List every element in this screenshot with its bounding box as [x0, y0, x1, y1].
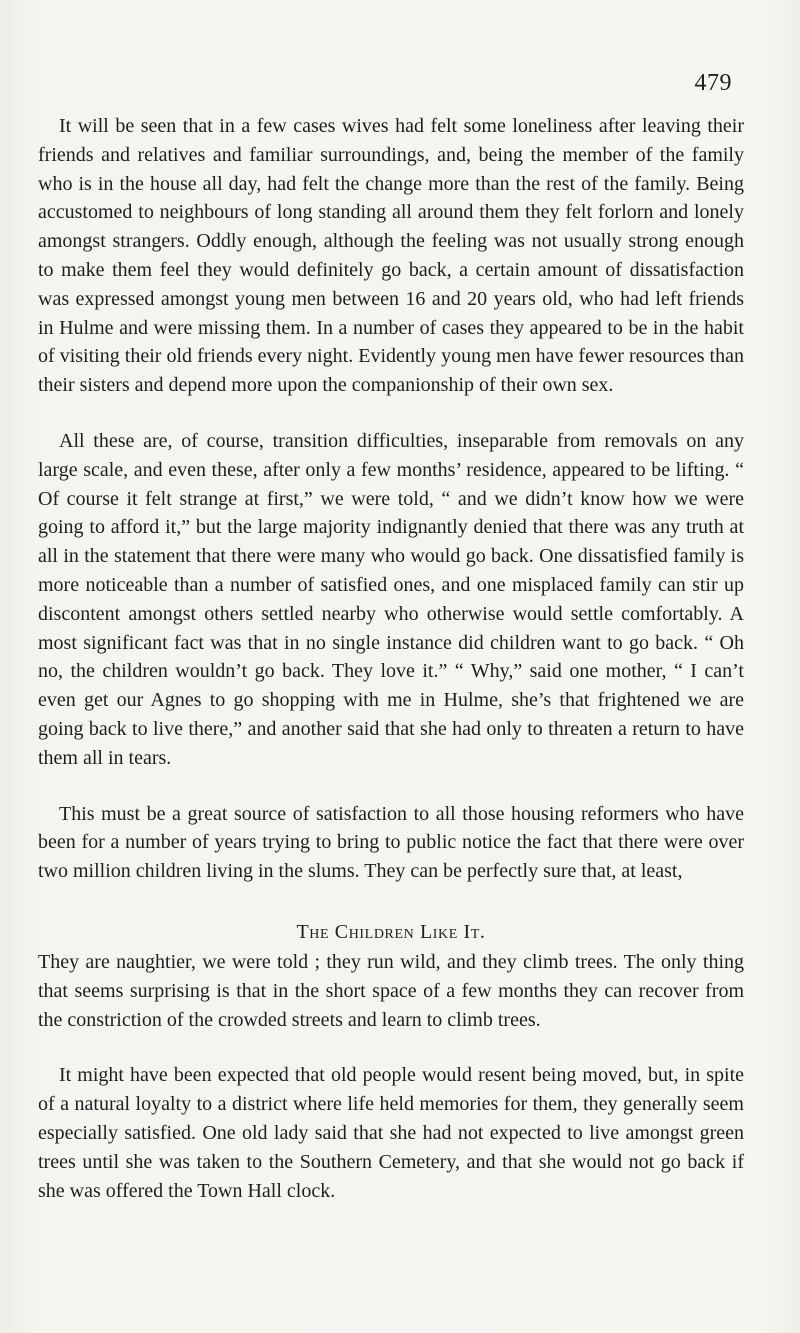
- paragraph-old-people: It might have been expected that old people would resent being moved, but, in spite of a natural loyalty to a district where life held memories for them, they generally seem especially satisfied. One old lady said that she had not expected to live amongst green trees until she was taken to the Southern Cemetery, and that she would not go back if she was offered the Town Hall clock.: [38, 1064, 744, 1202]
- section-heading: The Children Like It.: [296, 920, 486, 943]
- paragraph-housing-reformers: This must be a great source of satisfaction to all those housing reformers who have been for a number of years trying to bring to public notice the fact that there were over two million children living in the slums. They can be perfectly sure that, at least,: [38, 802, 744, 883]
- page-number: 479: [694, 70, 732, 96]
- paragraph-loneliness: It will be seen that in a few cases wives had felt some loneliness after leaving their friends and relatives and familiar surroundings, and, being the member of the family who is in the house all day, had felt the change more than the rest of the family. Being accustomed to neighbours of long standing all around them they felt forlorn and lonely amongst strangers. Oddly enough, although the feeling was not usually strong enough to make them feel they would definitely go back, a certain amount of dissatisfaction was expressed amongst young men between 16 and 20 years old, who had left friends in Hulme and were missing them. In a number of cases they appeared to be in the habit of visiting their old friends every night. Evidently young men have fewer resources than their sisters and depend more upon the companionship of their own sex.: [38, 115, 744, 397]
- paragraph-transition-difficulties: All these are, of course, transition difficulties, inseparable from removals on any large scale, and even these, after only a few months’ residence, appeared to be lifting. “ Of course it felt strange at first,” we were told, “ and we didn’t know how we were going to afford it,” but the large majority indignantly denied that there was any truth at all in the statement that there were many who would go back. One dissatisfied family is more noticeable than a number of satisfied ones, and one misplaced family can stir up discontent amongst others settled nearby who otherwise would settle comfortably. A most significant fact was that in no single instance did children want to go back. “ Oh no, the children wouldn’t go back. They love it.” “ Why,” said one mother, “ I can’t even get our Agnes to go shopping with me in Hulme, she’s that frightened we are going back to live there,” and another said that she had only to threaten a return to have them all in tears.: [38, 429, 744, 769]
- paragraph-children: They are naughtier, we were told ; they run wild, and they climb trees. The only thing that seems surprising is that in the short space of a few months they can recover from the constriction of the crowded streets and learn to climb trees.: [38, 950, 744, 1031]
- body-text: [38, 112, 744, 1205]
